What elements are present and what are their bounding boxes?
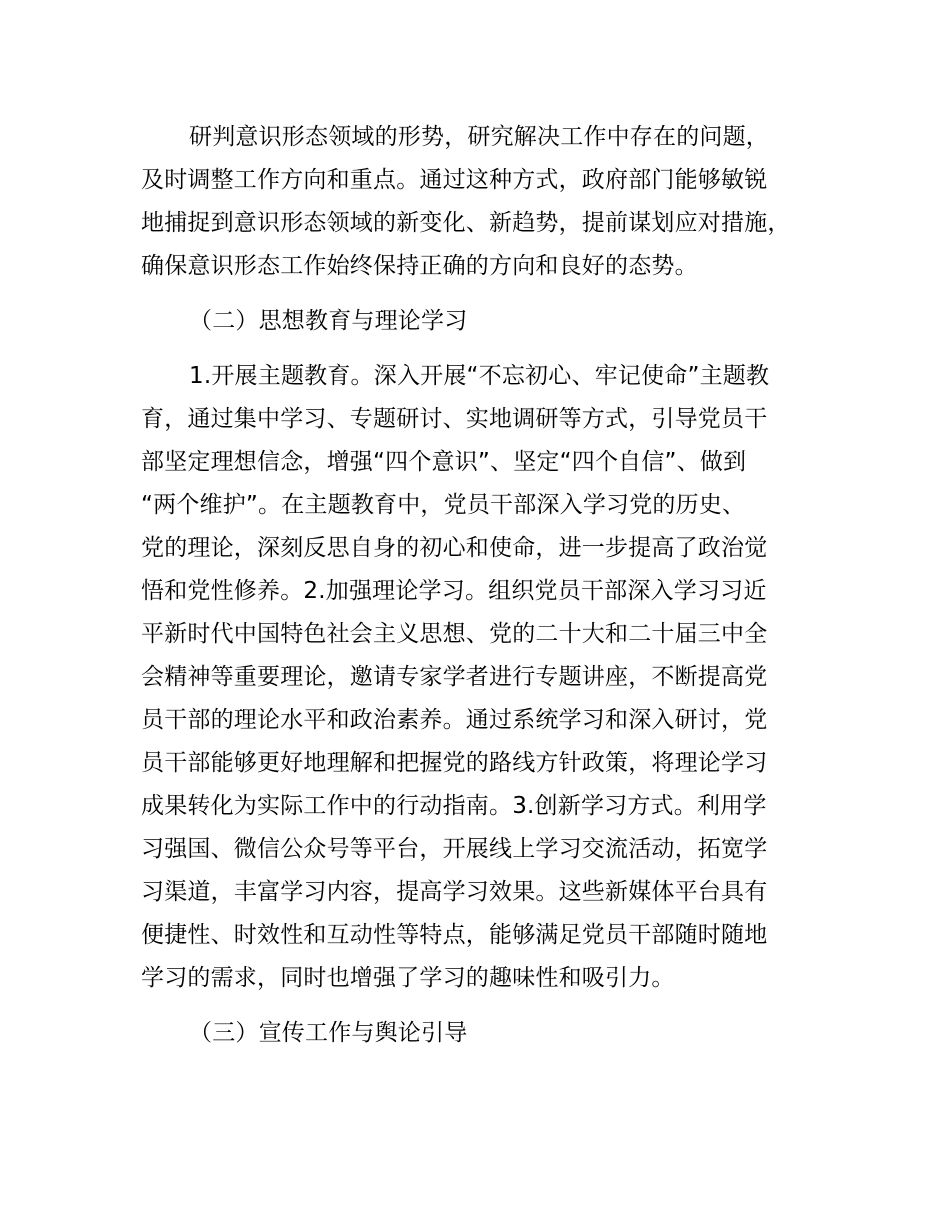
paragraph-line: 便捷性、时效性和互动性等特点，能够满足党员干部随时随地	[141, 922, 768, 948]
paragraph-line: 研判意识形态领域的形势，研究解决工作中存在的问题，	[189, 124, 769, 150]
paragraph-line: 成果转化为实际工作中的行动指南。3.创新学习方式。利用学	[141, 793, 767, 819]
paragraph-line: 会精神等重要理论，邀请专家学者进行专题讲座，不断提高党	[141, 664, 768, 690]
paragraph-line: 1.开展主题教育。深入开展“不忘初心、牢记使命”主题教	[189, 363, 770, 389]
paragraph-line: 及时调整工作方向和重点。通过这种方式，政府部门能够敏锐	[141, 167, 768, 193]
section-heading: （二）思想教育与理论学习	[189, 308, 468, 334]
paragraph-line: 员干部的理论水平和政治素养。通过系统学习和深入研讨，党	[141, 707, 768, 733]
section-heading: （三）宣传工作与舆论引导	[189, 1020, 468, 1046]
paragraph-line: 部坚定理想信念，增强“四个意识”、坚定“四个自信”、做到	[141, 449, 747, 475]
paragraph-line: 员干部能够更好地理解和把握党的路线方针政策，将理论学习	[141, 750, 768, 776]
paragraph-line: 习强国、微信公众号等平台，开展线上学习交流活动，拓宽学	[141, 836, 768, 862]
paragraph-line: 党的理论，深刻反思自身的初心和使命，进一步提高了政治觉	[141, 535, 768, 561]
paragraph-line: 地捕捉到意识形态领域的新变化、新趋势，提前谋划应对措施，	[141, 210, 791, 236]
paragraph-line: “两个维护”。在主题教育中，党员干部深入学习党的历史、	[141, 492, 746, 518]
paragraph-line: 确保意识形态工作始终保持正确的方向和良好的态势。	[141, 253, 698, 279]
paragraph-line: 平新时代中国特色社会主义思想、党的二十大和二十届三中全	[141, 621, 768, 647]
paragraph-line: 悟和党性修养。2.加强理论学习。组织党员干部深入学习习近	[141, 578, 767, 604]
paragraph-line: 育，通过集中学习、专题研讨、实地调研等方式，引导党员干	[141, 406, 768, 432]
paragraph-line: 学习的需求，同时也增强了学习的趣味性和吸引力。	[141, 965, 675, 991]
paragraph-line: 习渠道，丰富学习内容，提高学习效果。这些新媒体平台具有	[141, 879, 768, 905]
